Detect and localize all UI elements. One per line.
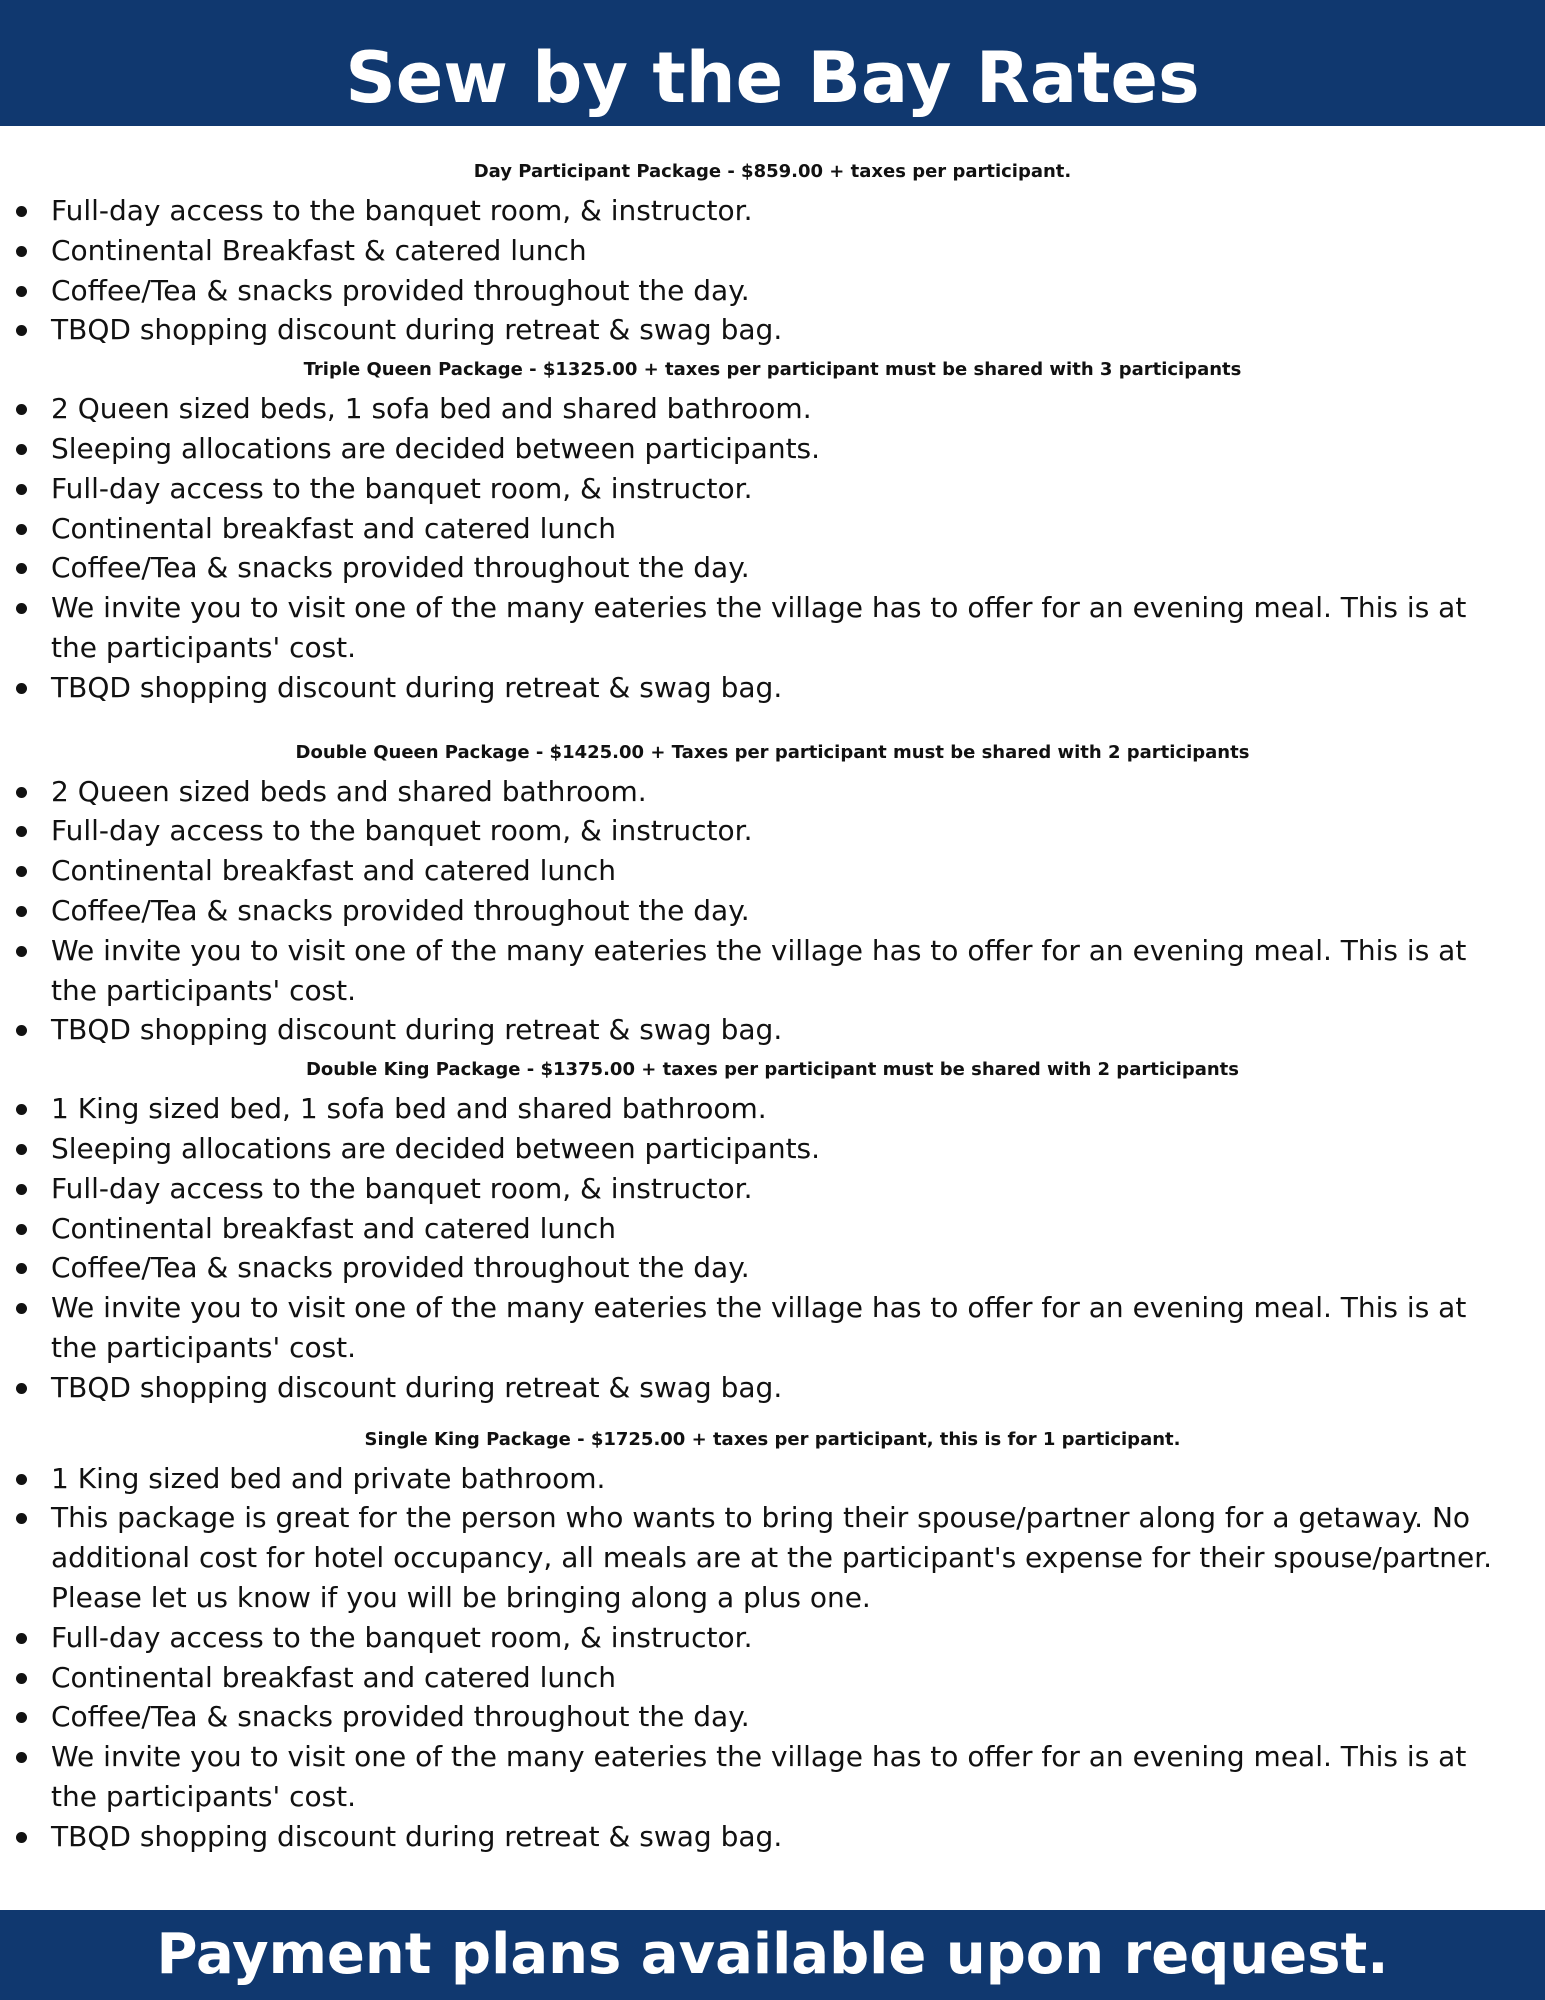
- bullet-icon: [16, 1633, 27, 1644]
- list-item: We invite you to visit one of the many eateries the village has to offer for an evening meal. This is at the participants' cost.: [0, 1737, 1545, 1817]
- bullet-icon: [16, 683, 27, 694]
- bullet-icon: [16, 325, 27, 336]
- bullet-icon: [16, 1832, 27, 1843]
- package-double-king: [0, 1050, 1545, 1407]
- package-items: [0, 1459, 1545, 1857]
- package-title: Day Participant Package - $859.00 + taxes per participant.: [473, 161, 1072, 182]
- bullet-icon: [16, 1303, 27, 1314]
- list-item: TBQD shopping discount during retreat & swag bag.: [0, 1010, 1545, 1050]
- package-title: Single King Package - $1725.00 + taxes per participant, this is for 1 participant.: [364, 1428, 1181, 1450]
- list-item: Full-day access to the banquet room, & instructor.: [0, 191, 1545, 231]
- footer-text: Payment plans available upon request.: [156, 1922, 1389, 1987]
- package-title: Triple Queen Package - $1325.00 + taxes per participant must be shared with 3 participants: [303, 359, 1242, 381]
- list-item: We invite you to visit one of the many eateries the village has to offer for an evening meal. This is at the participants' cost.: [0, 931, 1545, 1011]
- bullet-icon: [16, 906, 27, 917]
- bullet-icon: [16, 1224, 27, 1235]
- page-title: Sew by the Bay Rates: [345, 37, 1200, 119]
- bullet-icon: [16, 1184, 27, 1195]
- bullet-icon: [16, 246, 27, 257]
- list-item: Full-day access to the banquet room, & instructor.: [0, 469, 1545, 509]
- list-item: Continental breakfast and catered lunch: [0, 851, 1545, 891]
- bullet-icon: [16, 1474, 27, 1485]
- list-item: Coffee/Tea & snacks provided throughout the day.: [0, 1248, 1545, 1288]
- list-item: Coffee/Tea & snacks provided throughout the day.: [0, 271, 1545, 311]
- footer-banner: [0, 1910, 1545, 2000]
- bullet-icon: [16, 826, 27, 837]
- bullet-icon: [16, 1752, 27, 1763]
- bullet-icon: [16, 1513, 27, 1524]
- list-item: Full-day access to the banquet room, & instructor.: [0, 811, 1545, 851]
- package-single-king: [0, 1420, 1545, 1857]
- list-item: 2 Queen sized beds, 1 sofa bed and shared bathroom.: [0, 389, 1545, 429]
- bullet-icon: [16, 603, 27, 614]
- list-item: Continental breakfast and catered lunch: [0, 509, 1545, 549]
- package-title: Double Queen Package - $1425.00 + Taxes per participant must be shared with 2 participants: [295, 741, 1250, 763]
- list-item: We invite you to visit one of the many eateries the village has to offer for an evening meal. This is at the participants' cost.: [0, 588, 1545, 668]
- bullet-icon: [16, 946, 27, 957]
- rates-content: [0, 152, 1545, 1856]
- bullet-icon: [16, 563, 27, 574]
- bullet-icon: [16, 1263, 27, 1274]
- list-item: This package is great for the person who wants to bring their spouse/partner along for a getaway. No additional cost for hotel occupancy, all meals are at the participant's expense for their spouse/partner. Please let us know if you will be bringing along a plus one.: [0, 1498, 1545, 1617]
- package-items: [0, 1089, 1545, 1407]
- bullet-icon: [16, 1673, 27, 1684]
- package-items: [0, 772, 1545, 1051]
- list-item: TBQD shopping discount during retreat & swag bag.: [0, 1368, 1545, 1408]
- list-item: We invite you to visit one of the many eateries the village has to offer for an evening meal. This is at the participants' cost.: [0, 1288, 1545, 1368]
- list-item: TBQD shopping discount during retreat & swag bag.: [0, 310, 1545, 350]
- package-day-participant: [0, 152, 1545, 350]
- list-item: Continental Breakfast & catered lunch: [0, 231, 1545, 271]
- list-item: TBQD shopping discount during retreat & swag bag.: [0, 1817, 1545, 1857]
- list-item: Coffee/Tea & snacks provided throughout the day.: [0, 1697, 1545, 1737]
- bullet-icon: [16, 1383, 27, 1394]
- list-item: Continental breakfast and catered lunch: [0, 1209, 1545, 1249]
- list-item: 1 King sized bed and private bathroom.: [0, 1459, 1545, 1499]
- list-item: 1 King sized bed, 1 sofa bed and shared bathroom.: [0, 1089, 1545, 1129]
- bullet-icon: [16, 787, 27, 798]
- list-item: Sleeping allocations are decided between participants.: [0, 1129, 1545, 1169]
- package-triple-queen: [0, 350, 1545, 707]
- list-item: 2 Queen sized beds and shared bathroom.: [0, 772, 1545, 812]
- bullet-icon: [16, 404, 27, 415]
- list-item: TBQD shopping discount during retreat & swag bag.: [0, 668, 1545, 708]
- bullet-icon: [16, 1104, 27, 1115]
- bullet-icon: [16, 866, 27, 877]
- package-items: [0, 389, 1545, 707]
- list-item: Coffee/Tea & snacks provided throughout the day.: [0, 891, 1545, 931]
- bullet-icon: [16, 1712, 27, 1723]
- list-item: Full-day access to the banquet room, & instructor.: [0, 1618, 1545, 1658]
- bullet-icon: [16, 206, 27, 217]
- package-double-queen: [0, 733, 1545, 1051]
- header-banner: [0, 0, 1545, 126]
- bullet-icon: [16, 286, 27, 297]
- bullet-icon: [16, 484, 27, 495]
- bullet-icon: [16, 1025, 27, 1036]
- list-item: Sleeping allocations are decided between participants.: [0, 429, 1545, 469]
- package-items: [0, 191, 1545, 350]
- package-title: Double King Package - $1375.00 + taxes per participant must be shared with 2 participants: [305, 1059, 1239, 1081]
- list-item: Full-day access to the banquet room, & instructor.: [0, 1169, 1545, 1209]
- list-item: Coffee/Tea & snacks provided throughout the day.: [0, 548, 1545, 588]
- list-item: Continental breakfast and catered lunch: [0, 1658, 1545, 1698]
- bullet-icon: [16, 524, 27, 535]
- bullet-icon: [16, 1144, 27, 1155]
- bullet-icon: [16, 444, 27, 455]
